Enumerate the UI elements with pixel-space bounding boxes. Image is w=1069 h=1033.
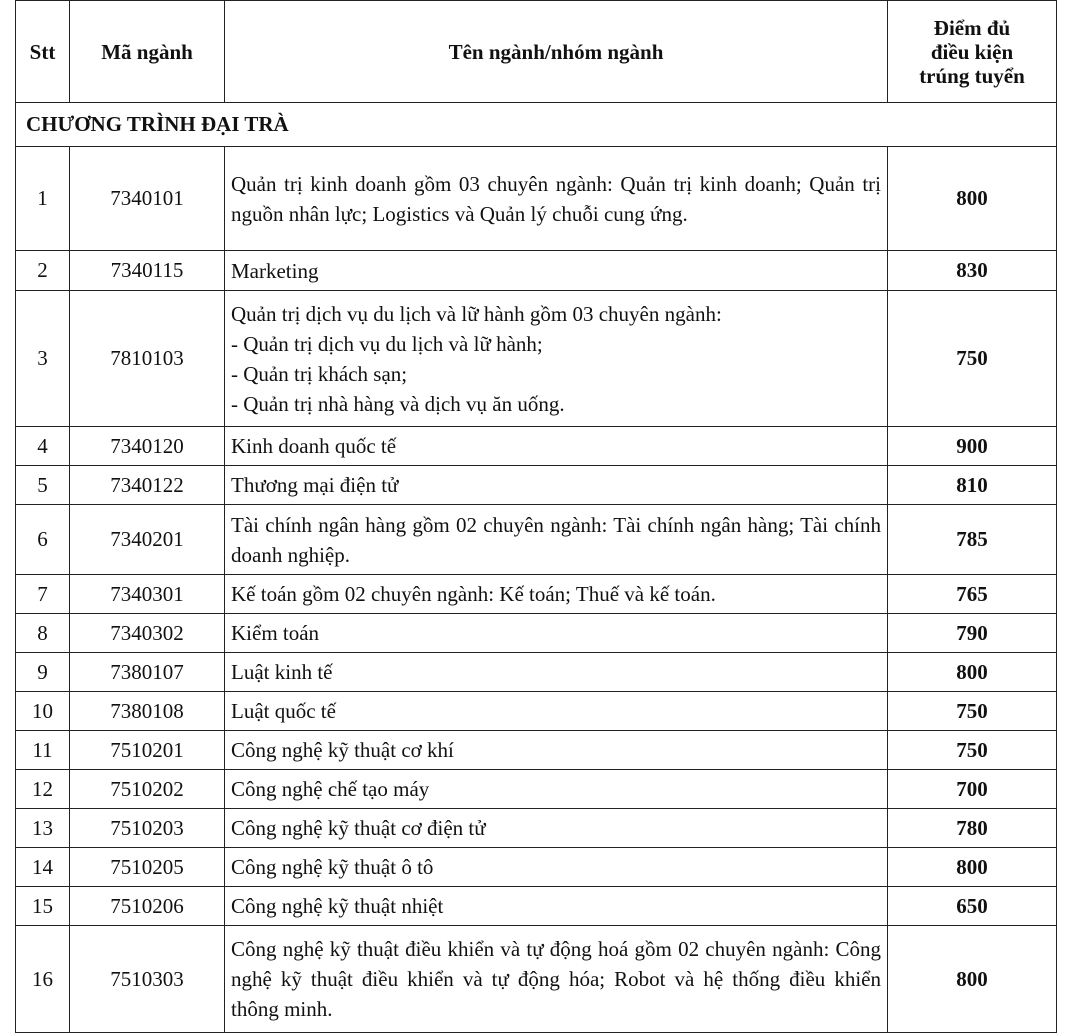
- row-stt: 16: [16, 926, 70, 1033]
- row-name: Kiểm toán: [225, 614, 888, 653]
- table-row: [16, 770, 1057, 809]
- table-row: [16, 692, 1057, 731]
- row-name: Luật kinh tế: [225, 653, 888, 692]
- row-code: 7340201: [70, 505, 225, 575]
- row-stt: 15: [16, 887, 70, 926]
- row-code: 7380107: [70, 653, 225, 692]
- row-score: 900: [888, 427, 1057, 466]
- row-name-line: Quản trị dịch vụ du lịch và lữ hành gồm 03 chuyên ngành:: [231, 301, 722, 326]
- row-code: 7510201: [70, 731, 225, 770]
- row-stt: 1: [16, 147, 70, 251]
- section-title: CHƯƠNG TRÌNH ĐẠI TRÀ: [16, 103, 1057, 147]
- row-name: Công nghệ kỹ thuật ô tô: [225, 848, 888, 887]
- row-code: 7340301: [70, 575, 225, 614]
- row-name-line: - Quản trị nhà hàng và dịch vụ ăn uống.: [231, 391, 565, 416]
- row-score: 700: [888, 770, 1057, 809]
- row-code: 7340302: [70, 614, 225, 653]
- row-score: 790: [888, 614, 1057, 653]
- row-stt: 6: [16, 505, 70, 575]
- row-score: 810: [888, 466, 1057, 505]
- table-row: [16, 147, 1057, 251]
- table-row: [16, 466, 1057, 505]
- table-row: [16, 731, 1057, 770]
- table-row: [16, 614, 1057, 653]
- header-row: [16, 1, 1057, 103]
- table-row: [16, 887, 1057, 926]
- table-row: [16, 251, 1057, 291]
- row-score: 750: [888, 692, 1057, 731]
- table-row: [16, 291, 1057, 427]
- row-stt: 4: [16, 427, 70, 466]
- row-code: 7340115: [70, 251, 225, 291]
- table-row: [16, 653, 1057, 692]
- row-name-line: - Quản trị khách sạn;: [231, 361, 408, 386]
- table-row: [16, 848, 1057, 887]
- admission-score-table: [15, 0, 1057, 1033]
- row-name: Luật quốc tế: [225, 692, 888, 731]
- row-code: 7510203: [70, 809, 225, 848]
- row-name: Kinh doanh quốc tế: [225, 427, 888, 466]
- row-stt: 10: [16, 692, 70, 731]
- row-stt: 3: [16, 291, 70, 427]
- row-score: 650: [888, 887, 1057, 926]
- row-name-line: - Quản trị dịch vụ du lịch và lữ hành;: [231, 331, 543, 356]
- row-code: 7340122: [70, 466, 225, 505]
- header-stt: Stt: [16, 1, 70, 103]
- row-name: Công nghệ kỹ thuật nhiệt: [225, 887, 888, 926]
- row-code: 7510303: [70, 926, 225, 1033]
- row-score: 800: [888, 926, 1057, 1033]
- header-score-line: điều kiện: [930, 39, 1014, 64]
- table-row: [16, 505, 1057, 575]
- row-name: Công nghệ chế tạo máy: [225, 770, 888, 809]
- row-code: 7340120: [70, 427, 225, 466]
- row-name: Quản trị kinh doanh gồm 03 chuyên ngành: Quản trị kinh doanh; Quản trị nguồn nhân lực; Logistics và Quản lý chuỗi cung ứng.: [225, 147, 888, 251]
- table-row: [16, 809, 1057, 848]
- header-name: Tên ngành/nhóm ngành: [225, 1, 888, 103]
- section-row: [16, 103, 1057, 147]
- header-score: [888, 1, 1057, 103]
- row-code: 7510206: [70, 887, 225, 926]
- row-name: Kế toán gồm 02 chuyên ngành: Kế toán; Thuế và kế toán.: [225, 575, 888, 614]
- row-score: 785: [888, 505, 1057, 575]
- table-row: [16, 427, 1057, 466]
- row-stt: 12: [16, 770, 70, 809]
- row-score: 800: [888, 653, 1057, 692]
- row-name: Công nghệ kỹ thuật cơ điện tử: [225, 809, 888, 848]
- row-code: 7510202: [70, 770, 225, 809]
- row-score: 750: [888, 731, 1057, 770]
- row-name: Thương mại điện tử: [225, 466, 888, 505]
- row-name: Công nghệ kỹ thuật điều khiển và tự động hoá gồm 02 chuyên ngành: Công nghệ kỹ thuật điều khiển và tự động hóa; Robot và hệ thống điều khiển thông minh.: [225, 926, 888, 1033]
- row-code: 7340101: [70, 147, 225, 251]
- header-score-line: trúng tuyển: [919, 63, 1025, 88]
- row-stt: 5: [16, 466, 70, 505]
- table-row: [16, 926, 1057, 1033]
- row-stt: 11: [16, 731, 70, 770]
- row-name: Tài chính ngân hàng gồm 02 chuyên ngành: Tài chính ngân hàng; Tài chính doanh nghiệp.: [225, 505, 888, 575]
- table-row: [16, 575, 1057, 614]
- row-name: [225, 291, 888, 427]
- row-stt: 8: [16, 614, 70, 653]
- row-score: 800: [888, 147, 1057, 251]
- row-name: Marketing: [225, 251, 888, 291]
- row-code: 7810103: [70, 291, 225, 427]
- row-name: Công nghệ kỹ thuật cơ khí: [225, 731, 888, 770]
- row-score: 830: [888, 251, 1057, 291]
- row-score: 780: [888, 809, 1057, 848]
- row-stt: 9: [16, 653, 70, 692]
- row-score: 750: [888, 291, 1057, 427]
- row-stt: 14: [16, 848, 70, 887]
- row-stt: 2: [16, 251, 70, 291]
- header-score-line: Điểm đủ: [933, 15, 1011, 40]
- row-stt: 13: [16, 809, 70, 848]
- row-stt: 7: [16, 575, 70, 614]
- row-score: 800: [888, 848, 1057, 887]
- row-code: 7510205: [70, 848, 225, 887]
- header-code: Mã ngành: [70, 1, 225, 103]
- row-code: 7380108: [70, 692, 225, 731]
- row-score: 765: [888, 575, 1057, 614]
